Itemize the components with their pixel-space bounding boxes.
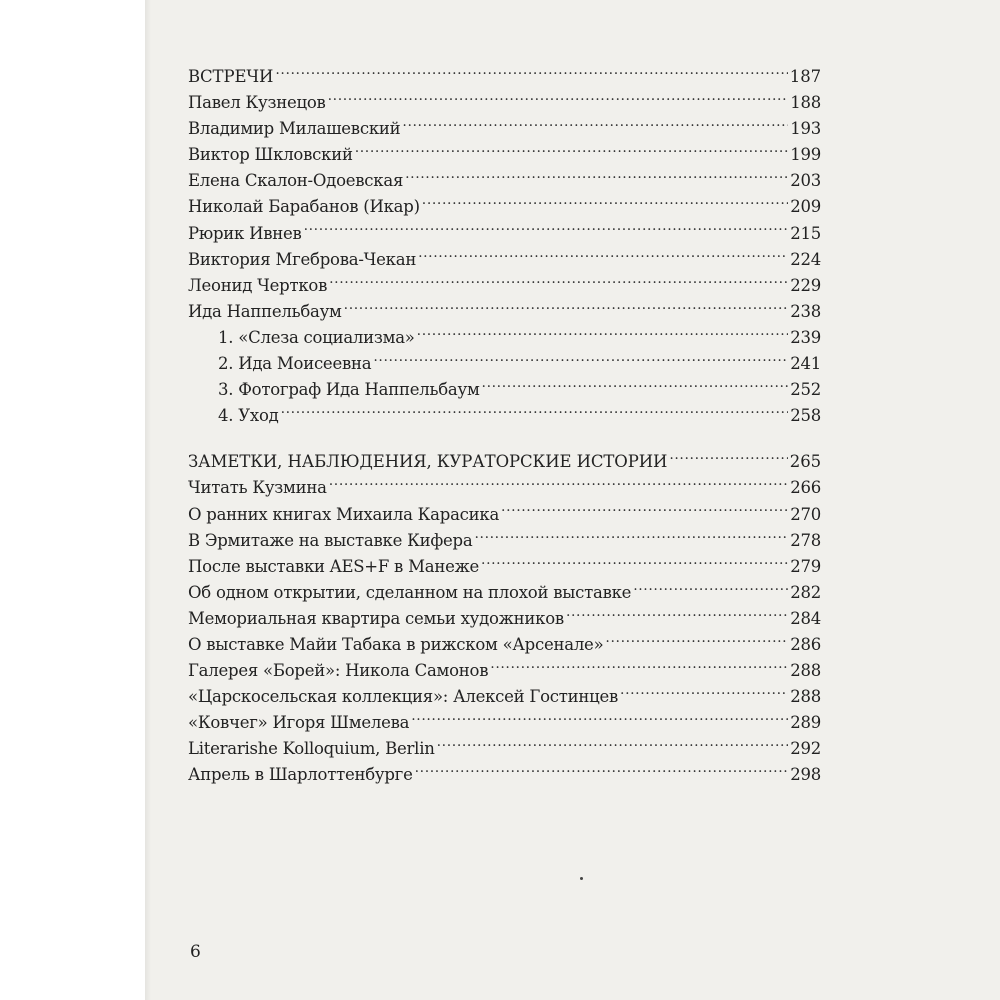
dot-leader — [405, 170, 788, 187]
dot-leader — [417, 326, 789, 343]
dot-leader — [329, 274, 788, 291]
toc-entry-title: Павел Кузнецов — [188, 93, 326, 113]
toc-entry-page: 199 — [790, 145, 821, 165]
toc-entry-page: 279 — [790, 556, 821, 576]
toc-subentry-title: 4. Уход — [218, 406, 279, 426]
toc-entry-page: 229 — [790, 275, 821, 295]
dot-leader — [566, 607, 788, 624]
toc-entry-page: 209 — [790, 197, 821, 217]
dot-leader — [373, 353, 788, 370]
toc-heading-page: 265 — [789, 452, 821, 472]
toc-entry-title: Ида Наппельбаум — [188, 301, 342, 321]
toc-section-meetings — [188, 64, 821, 429]
toc-entry — [188, 684, 821, 710]
dot-leader — [355, 144, 789, 161]
dot-leader — [281, 405, 789, 422]
toc-heading-title: ЗАМЕТКИ, НАБЛЮДЕНИЯ, КУРАТОРСКИЕ ИСТОРИИ — [188, 452, 668, 472]
toc-entry-page: 298 — [790, 765, 821, 785]
toc-entry-title: После выставки AES+F в Манеже — [188, 556, 480, 576]
dot-leader — [620, 686, 788, 703]
toc-heading-page: 187 — [789, 67, 821, 86]
toc-entry — [188, 247, 821, 273]
dot-leader — [402, 118, 788, 135]
toc-entry — [188, 632, 821, 658]
toc-subentry — [188, 325, 821, 351]
toc-entry-page: 289 — [790, 713, 821, 733]
toc-subentry-title: 3. Фотограф Ида Наппельбаум — [218, 380, 480, 400]
toc-entry-title: О выставке Майи Табака в рижском «Арсенале» — [188, 634, 604, 654]
toc-entry-page: 203 — [790, 171, 821, 191]
toc-entry — [188, 116, 821, 142]
toc-entry-title: Владимир Милашевский — [188, 119, 401, 139]
dot-leader — [437, 738, 789, 755]
toc-entry-title: «Ковчег» Игоря Шмелева — [188, 713, 410, 733]
toc-subentry — [188, 403, 821, 429]
toc-entry-page: 284 — [790, 608, 821, 628]
dot-leader — [304, 222, 789, 239]
toc-entry-page: 282 — [790, 582, 821, 602]
dot-leader — [605, 633, 788, 650]
toc-entry — [188, 273, 821, 299]
toc-entry — [188, 710, 821, 736]
toc-entry — [188, 554, 821, 580]
dot-leader — [415, 764, 789, 781]
toc-entry-page: 292 — [790, 739, 821, 759]
toc-entry-title: Виктория Мгеброва-Чекан — [188, 249, 417, 269]
toc-entry — [188, 299, 821, 325]
toc-entry — [188, 194, 821, 220]
toc-subentry-page: 241 — [790, 354, 821, 374]
toc-entry — [188, 502, 821, 528]
dot-leader — [328, 92, 789, 109]
toc-entry-title: Елена Скалон-Одоевская — [188, 171, 404, 191]
toc-entry — [188, 142, 821, 168]
toc-subentry-title: 2. Ида Моисеевна — [218, 354, 372, 374]
toc-entry-title: Об одном открытии, сделанном на плохой выставке — [188, 582, 632, 602]
toc-entry-page: 288 — [790, 687, 821, 707]
dot-leader — [490, 660, 788, 677]
dot-leader — [344, 300, 789, 317]
toc-entry-title: О ранних книгах Михаила Карасика — [188, 504, 500, 524]
toc-section-notes — [188, 449, 821, 788]
toc-entry — [188, 606, 821, 632]
dot-leader — [501, 503, 788, 520]
toc-entry-title: Мемориальная квартира семьи художников — [188, 608, 564, 628]
toc-entry — [188, 580, 821, 606]
toc-entry-page: 286 — [790, 634, 821, 654]
toc-subentry-page: 258 — [790, 406, 821, 426]
dot-leader — [474, 529, 788, 546]
toc-entry-title: Рюрик Ивнев — [188, 223, 302, 243]
toc-heading-title: ВСТРЕЧИ — [188, 67, 274, 86]
toc-subentry — [188, 351, 821, 377]
toc-entry-page: 193 — [790, 119, 821, 139]
toc-subentry-page: 252 — [790, 380, 821, 400]
toc-entry-page: 238 — [790, 301, 821, 321]
toc-entry — [188, 736, 821, 762]
dot-leader — [633, 581, 788, 598]
toc-entry — [188, 475, 821, 501]
toc-entry-page: 224 — [790, 249, 821, 269]
toc-entry — [188, 528, 821, 554]
toc-entry-title: Literarishe Kolloquium, Berlin — [188, 739, 435, 759]
toc-entry — [188, 221, 821, 247]
print-speck — [580, 877, 583, 880]
dot-leader — [329, 477, 789, 494]
table-of-contents — [188, 64, 821, 789]
toc-heading — [188, 64, 821, 90]
toc-entry-page: 215 — [790, 223, 821, 243]
toc-entry-title: Виктор Шкловский — [188, 145, 353, 165]
dot-leader — [482, 379, 789, 396]
toc-entry-page: 278 — [790, 530, 821, 550]
toc-entry-title: Апрель в Шарлоттенбурге — [188, 765, 413, 785]
toc-entry-page: 266 — [790, 478, 821, 498]
toc-entry-page: 270 — [790, 504, 821, 524]
dot-leader — [422, 196, 788, 213]
dot-leader — [481, 555, 788, 572]
toc-entry — [188, 168, 821, 194]
toc-heading — [188, 449, 821, 475]
toc-entry-title: Галерея «Борей»: Никола Самонов — [188, 661, 489, 681]
toc-entry-title: Николай Барабанов (Икар) — [188, 197, 420, 217]
toc-subentry-title: 1. «Слеза социализма» — [218, 327, 415, 347]
toc-entry-title: «Царскосельская коллекция»: Алексей Гостинцев — [188, 687, 619, 707]
toc-subentry-page: 239 — [790, 327, 821, 347]
toc-entry — [188, 762, 821, 788]
dot-leader — [275, 66, 787, 83]
dot-leader — [418, 248, 788, 265]
toc-entry — [188, 90, 821, 116]
toc-entry-page: 188 — [790, 93, 821, 113]
page-number: 6 — [190, 942, 201, 962]
dot-leader — [411, 712, 788, 729]
toc-entry — [188, 658, 821, 684]
toc-entry-page: 288 — [790, 661, 821, 681]
toc-entry-title: Читать Кузмина — [188, 478, 327, 498]
toc-entry-title: В Эрмитаже на выставке Кифера — [188, 530, 473, 550]
toc-entry-title: Леонид Чертков — [188, 275, 328, 295]
toc-subentry — [188, 377, 821, 403]
dot-leader — [669, 451, 787, 468]
